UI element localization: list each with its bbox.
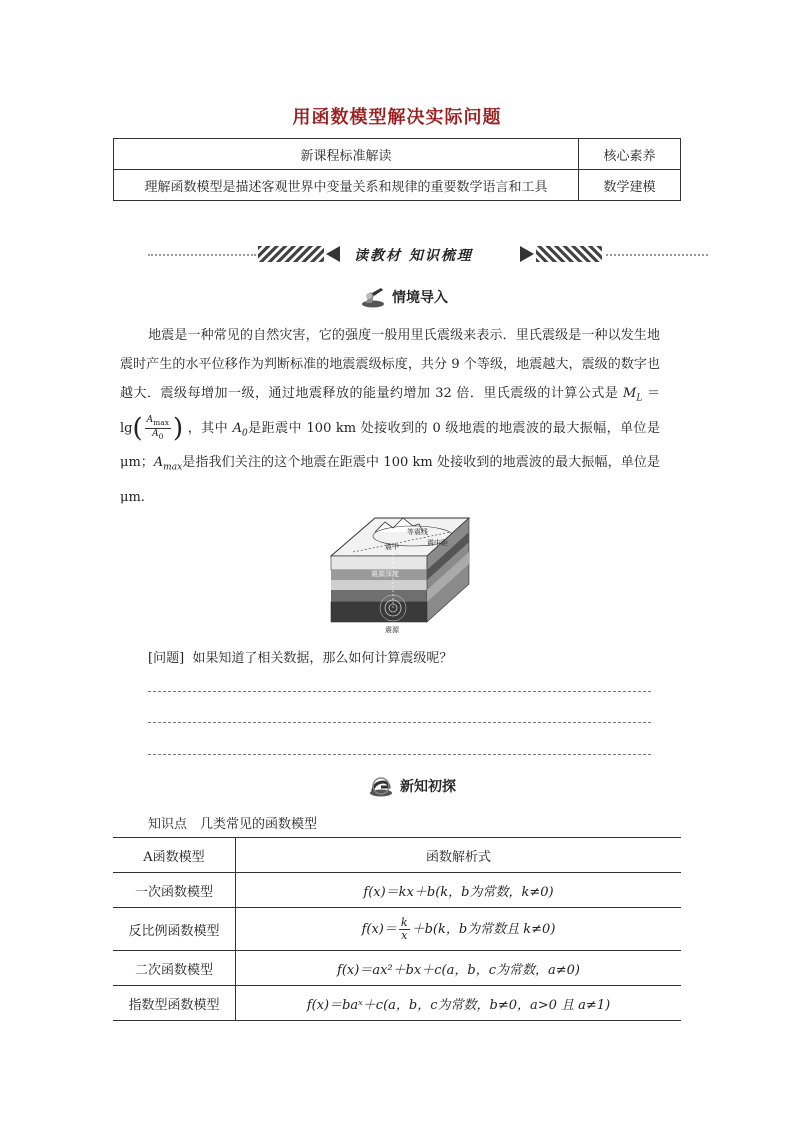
table-row — [113, 951, 681, 986]
table-header-cell: A函数模型 — [113, 838, 236, 873]
symbol-m: $M_L$ — [623, 386, 643, 404]
answer-line — [148, 754, 651, 755]
intro-text: ，其中 — [187, 420, 233, 436]
standards-table — [113, 138, 681, 201]
intro-text: 是指我们关注的这个地震在距震中 100 km 处接收到的地震波的最大振幅，单位是 μm. — [120, 455, 660, 505]
banner-label: 读教材 知识梳理 — [354, 248, 473, 264]
focal-depth-label: 震源深度 — [371, 570, 399, 578]
eq-lg: ＝lg — [120, 386, 660, 436]
table-row — [114, 139, 681, 170]
earthquake-diagram — [323, 512, 475, 636]
intro-text: 是距震中 100 km 处接收到的 0 级地震的地震波的最大振幅，单位是 μm； — [120, 420, 660, 471]
model-formula: f(x)＝kx＋b(k，b为常数，k≠0) — [236, 873, 682, 908]
table-header-cell: 核心素养 — [579, 139, 681, 170]
stripe-decoration — [536, 246, 602, 262]
epicentral-distance-label: 震中距 — [427, 539, 448, 547]
intro-text: 地震是一种常见的自然灾害，它的强度一般用里氏震级来表示．里氏震级是一种以发生地震时产生的水平位移作为判断标准的地震震级标度，共分 9 个等级，地震越大，震级的数字也越大．震级每增加一级，通过地震释放的能量约增加 32 倍．里氏震级的计算公式是 — [120, 328, 660, 401]
divider — [148, 254, 256, 256]
answer-line — [148, 722, 651, 723]
symbol-a0: $A_0$ — [232, 420, 248, 439]
table-row — [113, 838, 681, 873]
arrow-right-icon — [520, 246, 534, 262]
amplitude-fraction: $\frac{A_{max}}{A_0}$ — [146, 414, 169, 441]
book-e-icon — [368, 775, 394, 797]
model-name: 一次函数模型 — [113, 873, 236, 908]
table-row — [113, 986, 681, 1021]
model-name: 二次函数模型 — [113, 951, 236, 986]
table-cell: 数学建模 — [579, 170, 681, 201]
knowledge-point-title: 知识点 几类常见的函数模型 — [148, 817, 318, 832]
hypocenter-label: 震源 — [385, 626, 399, 634]
section-heading-new — [368, 775, 456, 797]
table-cell: 理解函数模型是描述客观世界中变量关系和规律的重要数学语言和工具 — [114, 170, 579, 201]
page-title: 用函数模型解决实际问题 — [292, 107, 502, 128]
table-row — [113, 873, 681, 908]
table-header-cell: 函数解析式 — [236, 838, 682, 873]
section-heading-label: 新知初探 — [400, 779, 456, 795]
question-text: 如果知道了相关数据，那么如何计算震级呢？ — [192, 651, 453, 666]
arrow-left-icon — [326, 246, 340, 262]
question-line — [148, 647, 452, 666]
intro-paragraph: 地震是一种常见的自然灾害，它的强度一般用里氏震级来表示．里氏震级是一种以发生地震时产生的水平位移作为判断标准的地震震级标度，共分 9 个等级，地震越大，震级的数字也越大．震级每增加一级，通过地震释放的能量约增加 32 倍．里氏震级的计算公式是 $M_L =\lg$( $\frac{A_{max}}{A_0}$ ) ，其中 $A_0$是距震中 100 km 处接收到的 0 级地震的地震波的最大振幅，单位是 μm；$A_{max}$是指我们关注的这个地震在距震中 100 km 处接收到的地震波的最大振幅，单位是 μm. — [120, 328, 660, 505]
answer-line — [148, 691, 651, 692]
pen-hand-icon — [360, 286, 386, 308]
section-heading-intro — [360, 286, 448, 308]
question-tag: [问题] — [148, 651, 185, 666]
table-header-cell: 新课程标准解读 — [114, 139, 579, 170]
model-name: 指数型函数模型 — [113, 986, 236, 1021]
section-banner — [148, 243, 708, 267]
isoseismal-label: 等震线 — [407, 528, 428, 536]
divider — [606, 254, 708, 256]
section-heading-label: 情境导入 — [392, 290, 448, 306]
table-row — [113, 908, 681, 951]
model-name: 反比例函数模型 — [113, 908, 236, 951]
model-formula: f(x)＝baˣ＋c(a，b，c为常数，b≠0，a>0 且 a≠1) — [236, 986, 682, 1021]
model-formula: f(x)＝ $\frac{k}{x}$ ＋b(k，b为常数且 k≠0) — [236, 908, 682, 951]
model-formula: f(x)＝ax²＋bx＋c(a，b，c为常数，a≠0) — [236, 951, 682, 986]
symbol-amax: $A_{max}$ — [153, 455, 183, 473]
table-row — [114, 170, 681, 201]
stripe-decoration — [258, 246, 324, 262]
models-table — [113, 837, 681, 1021]
epicenter-label: 震中 — [385, 543, 399, 551]
